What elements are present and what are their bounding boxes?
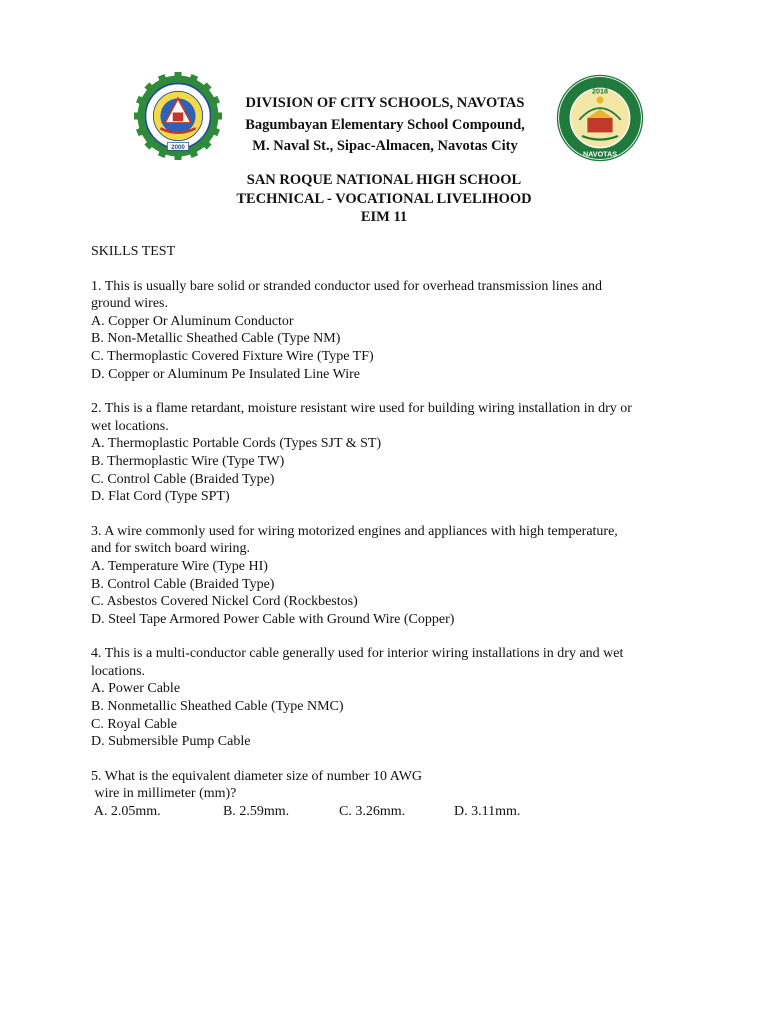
answer-option: D. Submersible Pump Cable [91,734,251,750]
answer-option: A. Temperature Wire (Type HI) [91,558,268,574]
division-city-schools-seal [555,73,645,163]
answer-option: D. Flat Cord (Type SPT) [91,489,230,505]
address-line-1: Bagumbayan Elementary School Compound, [245,116,525,133]
answer-option: B. Thermoplastic Wire (Type TW) [91,453,285,469]
division-header [220,93,550,158]
answer-option: B. Non-Metallic Sheathed Cable (Type NM) [91,331,341,347]
course-code: EIM 11 [360,209,408,225]
question-1 [91,278,691,384]
answer-option: D. 3.11mm. [454,804,521,820]
answer-option: B. 2.59mm. [223,804,290,820]
answer-option: B. Control Cable (Braided Type) [91,576,275,592]
answer-option: C. Royal Cable [91,716,177,732]
program-name: TECHNICAL - VOCATIONAL LIVELIHOOD [236,190,532,207]
answer-option: C. Thermoplastic Covered Fixture Wire (Type TF) [91,348,374,364]
question-5 [91,768,691,821]
question-text-line: and for switch board wiring. [91,541,251,557]
question-3 [91,523,691,629]
seal-right-label: NAVOTAS [582,149,618,159]
answer-option: C. 3.26mm. [339,804,406,820]
answer-option: B. Nonmetallic Sheathed Cable (Type NMC) [91,699,344,715]
seal-left-year: 2000 [171,144,185,151]
division-name: DIVISION OF CITY SCHOOLS, NAVOTAS [245,95,525,111]
question-text-line: locations. [91,663,146,679]
question-4 [91,645,691,751]
question-text-line: 1. This is usually bare solid or stranded conductor used for overhead transmission lines and [91,278,603,294]
question-text-line: 2. This is a flame retardant, moisture resistant wire used for building wiring installation in dry or [91,401,632,417]
answer-option: C. Control Cable (Braided Type) [91,471,275,487]
school-name: SAN ROQUE NATIONAL HIGH SCHOOL [246,172,522,188]
test-body [91,243,691,838]
answer-option: A. Power Cable [91,681,181,697]
question-text-line: 4. This is a multi-conductor cable generally used for interior wiring installations in dry and wet [91,646,624,662]
answer-option: D. Steel Tape Armored Power Cable with Ground Wire (Copper) [91,611,455,627]
answer-option: A. Copper Or Aluminum Conductor [91,313,294,329]
seal-right-year: 2018 [592,86,608,96]
answer-option: A. 2.05mm. [91,804,161,820]
question-text-line: 5. What is the equivalent diameter size of number 10 AWG [91,768,423,784]
answer-option: D. Copper or Aluminum Pe Insulated Line Wire [91,366,361,382]
document-title [180,171,588,227]
question-text-line: wet locations. [91,418,169,434]
question-text-line: ground wires. [91,296,168,312]
answer-option: A. Thermoplastic Portable Cords (Types SJT & ST) [91,436,382,452]
section-title: SKILLS TEST [91,244,176,259]
answer-option: C. Asbestos Covered Nickel Cord (Rockbestos) [91,594,358,610]
san-roque-school-seal [134,72,222,160]
question-2 [91,400,691,506]
answer-options-row [91,803,691,821]
question-text-line: wire in millimeter (mm)? [91,786,237,802]
address-line-2: M. Naval St., Sipac-Almacen, Navotas City [252,138,518,154]
question-text-line: 3. A wire commonly used for wiring motorized engines and appliances with high temperature, [91,523,618,539]
